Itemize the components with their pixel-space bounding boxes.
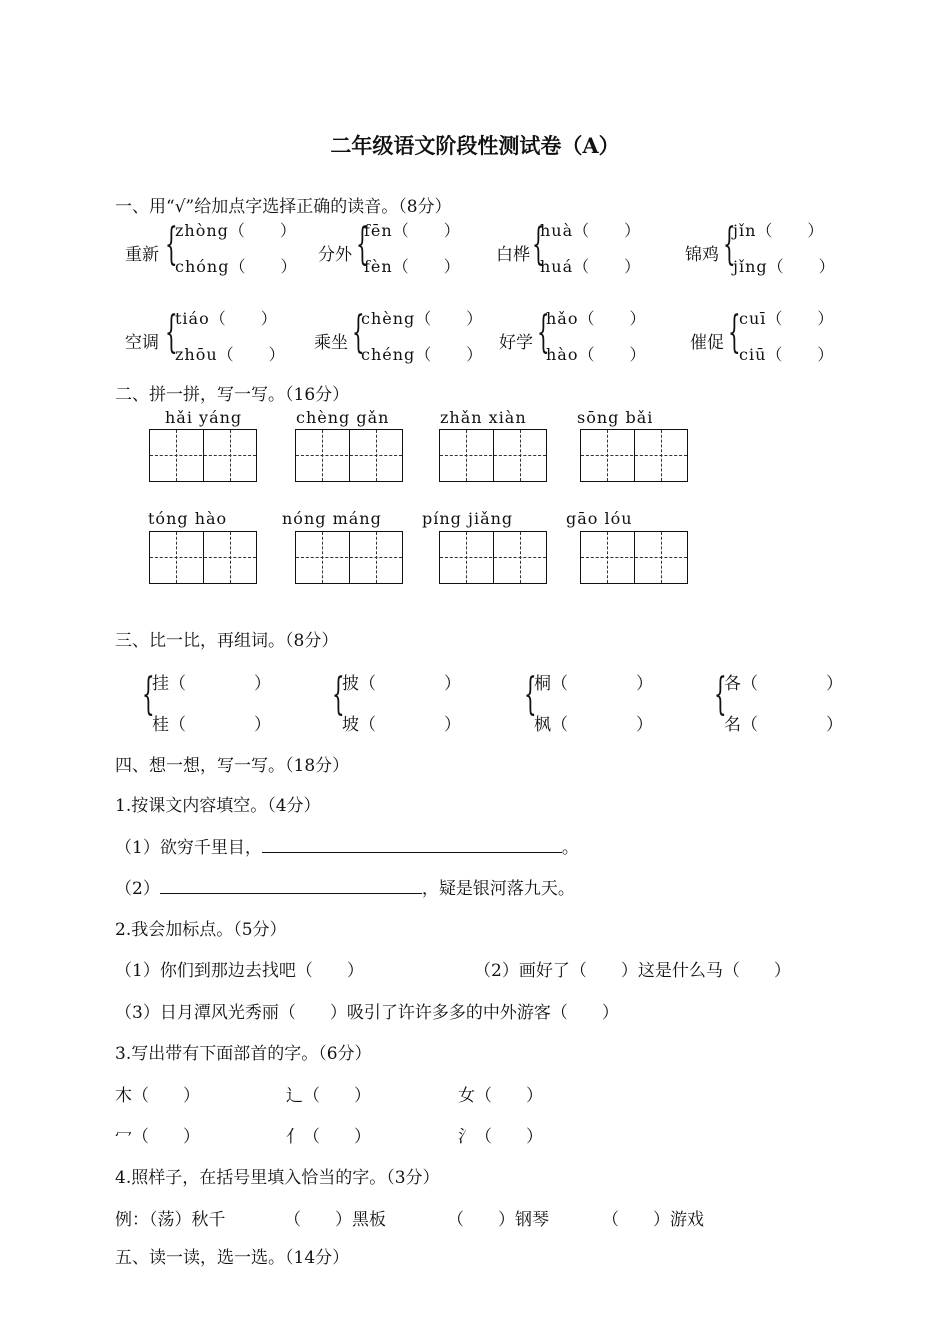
poem-line-1: （1）欲穷千里目， 。 [115, 838, 579, 858]
s1-option: chéng（ ） [361, 345, 484, 364]
pinyin-label: chèng gǎn [296, 408, 390, 427]
q4-heading: 4.照样子，在括号里填入恰当的字。（3分） [115, 1168, 440, 1188]
punct-line-1a: （1）你们到那边去找吧（ ） [115, 961, 364, 981]
q2-heading: 2.我会加标点。（5分） [115, 920, 287, 940]
writing-grid[interactable] [295, 429, 403, 482]
compare-char: 枫（ ） [534, 715, 653, 735]
s1-option: chèng（ ） [361, 309, 484, 328]
s1-option: huà（ ） [540, 221, 642, 240]
writing-grid[interactable] [439, 429, 547, 482]
brace: { [165, 219, 178, 270]
brace: { [142, 669, 155, 720]
s1-option: ciū（ ） [739, 345, 835, 364]
brace: { [537, 307, 550, 358]
s1-word: 空调 [125, 333, 159, 353]
s1-word: 分外 [318, 245, 352, 265]
pinyin-label: tóng hào [148, 509, 228, 528]
brace: { [723, 219, 736, 270]
writing-grid[interactable] [149, 429, 257, 482]
s1-option: tiáo（ ） [175, 309, 278, 328]
radical-item: 冖（ ） [115, 1127, 200, 1147]
fill-item: （ ）黑板 [284, 1210, 386, 1230]
radical-item: 木（ ） [115, 1086, 200, 1106]
brace: { [356, 219, 369, 270]
writing-grid[interactable] [580, 429, 688, 482]
brace: { [524, 669, 537, 720]
pinyin-label: gāo lóu [566, 509, 633, 528]
pinyin-label: píng jiǎng [422, 509, 514, 528]
writing-grid[interactable] [580, 531, 688, 584]
s1-option: jǐng（ ） [733, 257, 836, 276]
s1-option: huá（ ） [540, 257, 642, 276]
brace: { [728, 307, 741, 358]
punct-line-2: （3）日月潭风光秀丽（ ）吸引了许许多多的中外游客（ ） [115, 1003, 619, 1023]
s1-option: cuī（ ） [739, 309, 835, 328]
page-title: 二年级语文阶段性测试卷（A） [330, 133, 620, 158]
s1-option: zhòng（ ） [175, 221, 297, 240]
writing-grid[interactable] [295, 531, 403, 584]
brace: { [165, 307, 178, 358]
compare-char: 桂（ ） [152, 715, 271, 735]
fill-example: 例：（荡）秋千 [115, 1210, 226, 1230]
radical-item: 辶（ ） [286, 1086, 371, 1106]
answer-blank[interactable] [160, 877, 422, 894]
s1-word: 催促 [690, 333, 724, 353]
s1-option: hào（ ） [546, 345, 647, 364]
pinyin-label: hǎi yáng [165, 408, 243, 427]
section-2-heading: 二、拼一拼，写一写。（16分） [115, 385, 350, 405]
q3-heading: 3.写出带有下面部首的字。（6分） [115, 1044, 372, 1064]
writing-grid[interactable] [439, 531, 547, 584]
poem-line-2: （2） ，疑是银河落九天。 [115, 879, 575, 899]
s1-option: hǎo（ ） [546, 309, 647, 328]
brace: { [352, 307, 365, 358]
compare-char: 挂（ ） [152, 674, 271, 694]
radical-item: 氵（ ） [458, 1127, 543, 1147]
s1-word: 锦鸡 [685, 245, 719, 265]
brace: { [332, 669, 345, 720]
pinyin-label: zhǎn xiàn [440, 408, 527, 427]
s1-word: 乘坐 [314, 333, 348, 353]
writing-grid[interactable] [149, 531, 257, 584]
punct-line-1b: （2）画好了（ ）这是什么马（ ） [474, 961, 791, 981]
s1-option: jǐn（ ） [733, 221, 825, 240]
section-3-heading: 三、比一比，再组词。（8分） [115, 631, 339, 651]
s1-word: 白桦 [496, 245, 530, 265]
s1-word: 好学 [499, 333, 533, 353]
pinyin-label: nóng máng [282, 509, 382, 528]
s1-option: fēn（ ） [364, 221, 461, 240]
s1-option: fèn（ ） [364, 257, 461, 276]
s1-option: chóng（ ） [175, 257, 298, 276]
brace: { [714, 669, 727, 720]
s1-word: 重新 [125, 245, 159, 265]
compare-char: 各（ ） [724, 674, 843, 694]
fill-item: （ ）钢琴 [447, 1210, 549, 1230]
section-5-heading: 五、读一读，选一选。（14分） [115, 1248, 350, 1268]
compare-char: 名（ ） [724, 715, 843, 735]
section-1-heading: 一、用“√”给加点字选择正确的读音。（8分） [115, 197, 452, 217]
radical-item: 亻（ ） [286, 1127, 371, 1147]
compare-char: 桐（ ） [534, 674, 653, 694]
section-4-heading: 四、想一想，写一写。（18分） [115, 756, 350, 776]
radical-item: 女（ ） [458, 1086, 543, 1106]
brace: { [532, 219, 545, 270]
s1-option: zhōu（ ） [175, 345, 286, 364]
compare-char: 披（ ） [342, 674, 461, 694]
fill-item: （ ）游戏 [602, 1210, 704, 1230]
compare-char: 坡（ ） [342, 715, 461, 735]
pinyin-label: sōng bǎi [577, 408, 654, 427]
q1-heading: 1.按课文内容填空。（4分） [115, 796, 321, 816]
answer-blank[interactable] [262, 836, 562, 853]
